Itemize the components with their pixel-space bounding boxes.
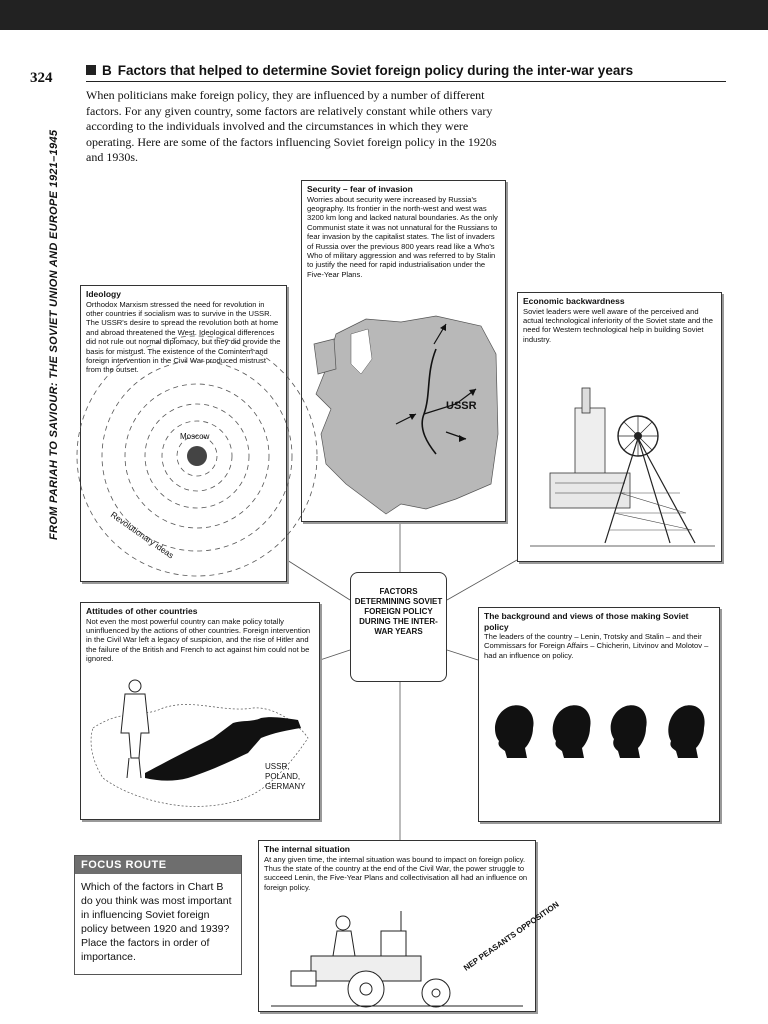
page-number: 324 bbox=[30, 70, 53, 86]
country-label-ussr: USSR, bbox=[265, 762, 290, 771]
attitudes-text: Not even the most powerful country can make policy totally uninfluenced by the actions of other countries. Foreign intervention in the Civil War left a legacy of suspicion, and the rise of Hitler and the failure of the British and French to act against him could not be ignored. bbox=[86, 616, 311, 664]
intro-paragraph: When politicians make foreign policy, they are influenced by a number of different factors. For any given country, some factors are relatively constant while others vary according to the individuals involved and the circumstances in which they were operating. Here are some of the factors influencing Soviet foreign policy in the 1920s and 1930s. bbox=[86, 88, 497, 164]
mine-pithead-illustration bbox=[520, 378, 720, 558]
hitler-shadow-illustration bbox=[83, 678, 318, 818]
economic-text: Soviet leaders were well aware of the perceived and actual technological inferiority of the Soviet state and the need for Western technological help in building Soviet industry. bbox=[523, 306, 713, 344]
cartoon-caption: NEP PEASANTS OPPOSITION bbox=[461, 899, 561, 973]
section-title: Factors that helped to determine Soviet foreign policy during the inter-war years bbox=[117, 63, 634, 78]
attitudes-box bbox=[80, 602, 320, 820]
country-label-germany: GERMANY bbox=[265, 782, 306, 791]
security-title: Security – fear of invasion bbox=[307, 184, 413, 194]
leader-silhouettes bbox=[481, 696, 719, 776]
section-label: B bbox=[102, 63, 112, 78]
internal-text: At any given time, the internal situation was bound to impact on foreign policy. Thus the state of the country at the end of the Civil War, the power struggle to succeed Lenin, the Five-Year Plans and collectivisation all had an influence on foreign policy. bbox=[264, 854, 528, 892]
focus-route-box bbox=[74, 855, 242, 975]
running-side-title: FROM PARIAH TO SAVIOUR: THE SOVIET UNION AND EUROPE 1921–1945 bbox=[48, 129, 60, 540]
background-box bbox=[478, 607, 720, 822]
europe-map-illustration bbox=[306, 314, 501, 519]
economic-box bbox=[517, 292, 722, 562]
moscow-label: Moscow bbox=[180, 432, 210, 441]
economic-title: Economic backwardness bbox=[523, 296, 625, 306]
map-ussr-label: USSR bbox=[446, 400, 477, 412]
internal-box bbox=[258, 840, 561, 1012]
factors-center-box: FACTORS DETERMINING SOVIET FOREIGN POLICY DURING THE INTER-WAR YEARS bbox=[350, 572, 447, 682]
tractor-cartoon bbox=[261, 899, 561, 1011]
ideology-text: Orthodox Marxism stressed the need for revolution in other countries if socialism was to survive in the USSR. The USSR's desire to spread the revolution both at home and abroad threatened the West. Ideological differences did not rule out normal diplomacy, but they did provide the basis for mistrust. The existence of the Comintern and foreign intervention in the Civil War produced mistrust from the outset. bbox=[86, 299, 281, 375]
ideology-box bbox=[80, 285, 287, 582]
internal-title: The internal situation bbox=[264, 844, 350, 854]
focus-route-text: Which of the factors in Chart B do you think was most important in influencing Soviet foreign policy between 1920 and 1939? Place the factors in order of importance. bbox=[81, 881, 232, 963]
revolution-spread-diagram bbox=[82, 396, 287, 581]
attitudes-title: Attitudes of other countries bbox=[86, 606, 198, 616]
background-title: The background and views of those making Soviet policy bbox=[484, 611, 689, 632]
country-label-poland: POLAND, bbox=[265, 772, 301, 781]
revolutionary-ideas-label: Revolutionary ideas bbox=[108, 509, 176, 561]
security-text: Worries about security were increased by Russia's geography. Its frontier in the north-west and west was 3200 km long and lacked natural boundaries. As the only Communist state it was not unnatural for the Russians to fear invasion by the capitalist states. The list of invaders of Russia over the previous 800 years read like a Who's Who of military aggression and was referred to by Stalin to justify the need for rapid industrialisation under the Five-Year Plans. bbox=[307, 194, 498, 279]
background-text: The leaders of the country – Lenin, Trotsky and Stalin – and their Commissars for Foreign Affairs – Chicherin, Litvinov and Molotov – had an influence on policy. bbox=[484, 632, 709, 660]
ideology-title: Ideology bbox=[86, 289, 121, 299]
security-box bbox=[301, 180, 506, 522]
focus-route-heading: FOCUS ROUTE bbox=[75, 856, 241, 874]
